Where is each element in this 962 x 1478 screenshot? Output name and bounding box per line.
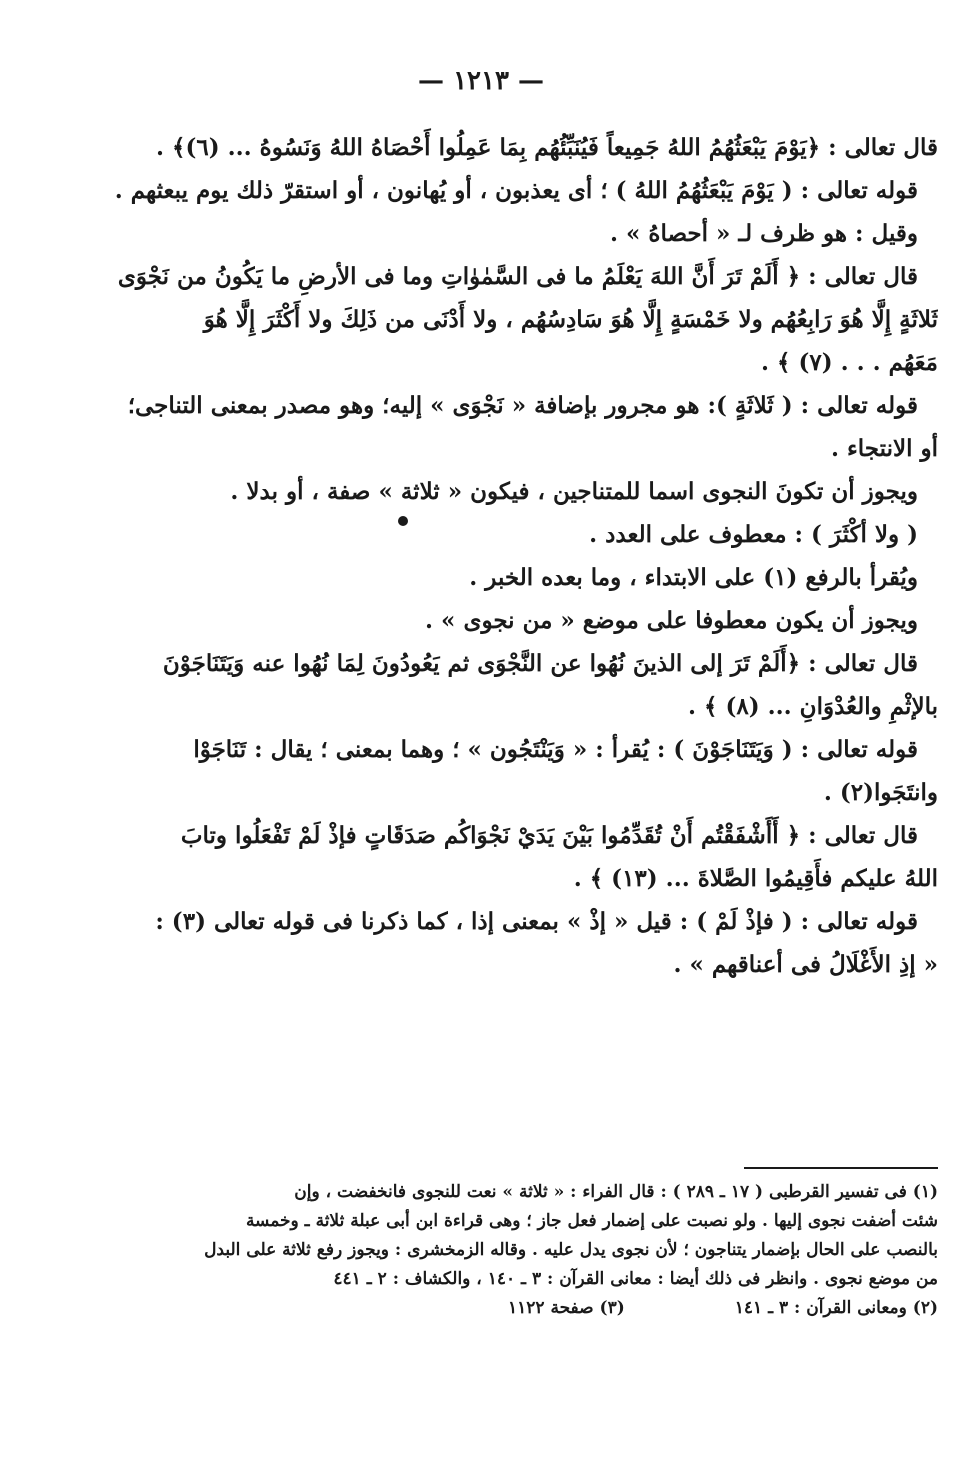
footnote-line: (١) فى تفسير القرطبى ( ١٧ ـ ٢٨٩ ) : قال الفراء : « ثلاثة » نعت للنجوى فانخفضت ، وإن bbox=[294, 1182, 938, 1202]
text-line: قوله تعالى : ( وَيَتَنَاجَوْنَ ) : يُقرأ : « وَيَنْتَجُون » ؛ وهما بمعنى ؛ يقال : تَنَاجَوْا bbox=[193, 736, 918, 763]
text-line: قال تعالى : ﴿ أَلَمْ تَرَ أَنَّ اللهَ يَعْلَمُ ما فى السَّمٰوٰاتِ وما فى الأرضِ ما يَكُونُ من نَجْوَى bbox=[117, 263, 918, 290]
footnote-line: شئت أضفت نجوى إليها . ولو نصبت على إضمار فعل جاز ؛ وهى قراءة ابن أبى عبلة ثلاثة ـ وخمسة bbox=[245, 1211, 938, 1231]
footnote-3: (٣) صفحة ١١٢٢ bbox=[508, 1298, 625, 1318]
text-line: قال تعالى : ﴿يَوْمَ يَبْعَثُهُمُ اللهُ جَمِيعاً فَيُنَبِّئُهُم بِمَا عَمِلُوا أَحْصَاهُ اللهُ وَنَسُوهُ ... (٦)﴾ . bbox=[155, 134, 938, 161]
text-line: قال تعالى : ﴿ أَأَشْفَقْتُم أَنْ تُقَدِّمُوا بَيْنَ يَدَيْ نَجْوَاكُم صَدَقَاتٍ فإذْ لَمْ تَفْعَلُوا وتابَ bbox=[180, 822, 918, 849]
footnotes bbox=[32, 1178, 938, 1323]
text-line: قال تعالى : ﴿أَلَمْ تَرَ إلى الذينَ نُهُوا عن النَّجْوَى ثم يَعُودُونَ لِمَا نُهُوا عنه وَيَتَنَاجَوْنَ bbox=[162, 650, 918, 677]
ink-dot bbox=[398, 516, 408, 526]
text-line: اللهُ عليكم فأَقِيمُوا الصَّلاةَ ... (١٣) ﴾ . bbox=[573, 865, 938, 892]
text-line: قوله تعالى : ( فإذْ لَمْ ) : قيل « إذْ » بمعنى إذا ، كما ذكرنا فى قوله تعالى (٣) : bbox=[155, 908, 918, 935]
footnote-line: من موضع نجوى . وانظر فى ذلك أيضا : معانى القرآن : ٣ ـ ١٤٠ ، والكشاف : ٢ ـ ٤٤١ bbox=[333, 1269, 938, 1289]
text-line: قوله تعالى : ( ثَلاثَةٍ ): هو مجرور بإضافة « نَجْوَى » إليه؛ وهو مصدر بمعنى التناجى؛ bbox=[127, 392, 918, 419]
text-line: وانتَجَوا(٢) . bbox=[823, 779, 938, 806]
footnote-2: (٢) ومعانى القرآن : ٣ ـ ١٤١ bbox=[734, 1298, 938, 1318]
main-text bbox=[32, 126, 938, 986]
text-line: ثَلاثَةٍ إِلَّا هُوَ رَابِعُهُم ولا خَمْسَةٍ إِلَّا هُوَ سَادِسُهُم ، ولا أَدْنَى من ذَلِكَ ولا أَكْثَرَ إِلَّا هُوَ bbox=[203, 306, 938, 333]
text-line: ويُقرأ بالرفع (١) على الابتداء ، وما بعده الخبر . bbox=[469, 564, 918, 591]
text-line: ويجوز أن يكون معطوفا على موضع « من نجوى » . bbox=[425, 607, 918, 634]
text-line: ( ولا أكْثَرَ ) : معطوف على العدد . bbox=[589, 521, 918, 548]
text-line: ويجوز أن تكونَ النجوى اسما للمتناجين ، فيكون « ثلاثة » صفة ، أو بدلا . bbox=[230, 478, 918, 505]
text-line: وقيل : هو ظرف لـ « أحصاهُ » . bbox=[610, 220, 918, 247]
page-number: — ١٢١٣ — bbox=[418, 66, 544, 96]
footnote-separator bbox=[744, 1167, 938, 1169]
text-line: بالإثْمِ والعُدْوَانِ ... (٨) ﴾ . bbox=[688, 693, 938, 720]
text-line: قوله تعالى : ( يَوْمَ يَبْعَثُهُمُ اللهُ ) ؛ أى يعذبون ، أو يُهانون ، أو استقرّ ذلك يوم يبعثهم . bbox=[114, 177, 918, 204]
text-line: « إذِ الأَغْلَالُ فى أعناقهم » . bbox=[673, 951, 938, 978]
footnote-line bbox=[32, 1294, 938, 1323]
text-line: مَعَهُم . . . (٧) ﴾ . bbox=[760, 349, 938, 376]
text-line: أو الانتجاء . bbox=[830, 435, 938, 462]
footnote-line: بالنصب على الحال بإضمار يتناجون ؛ لأن نجوى يدل عليه . وقاله الزمخشرى : ويجوز رفع ثلاثة على البدل bbox=[204, 1240, 938, 1260]
